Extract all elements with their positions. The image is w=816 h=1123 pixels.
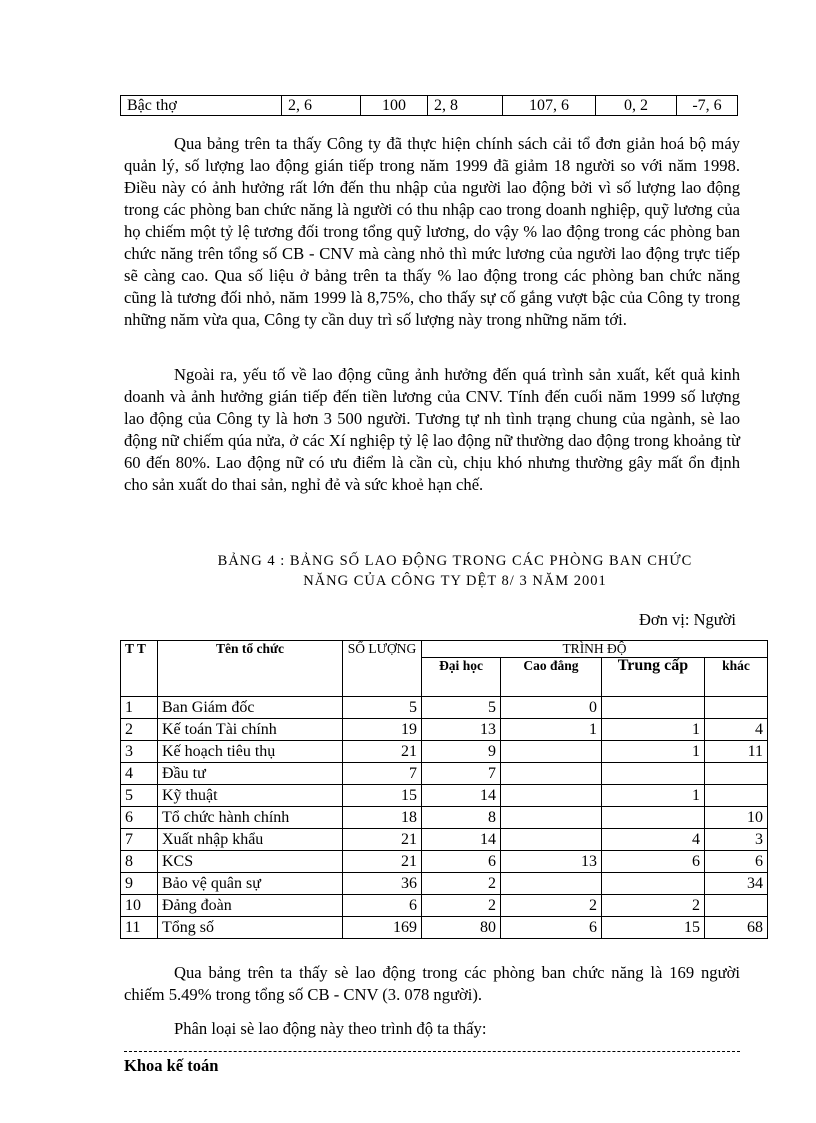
- table-row: [121, 697, 768, 719]
- cell-col: 0: [501, 697, 602, 719]
- cell-qty: 5: [343, 697, 422, 719]
- cell-oth: 6: [705, 851, 768, 873]
- cell-name: KCS: [158, 851, 343, 873]
- unit-label: Đơn vị: Người: [639, 610, 736, 629]
- cell-tt: 6: [121, 807, 158, 829]
- cell-oth: 10: [705, 807, 768, 829]
- table-row: [121, 763, 768, 785]
- cell-qty: 7: [343, 763, 422, 785]
- table-header-row: [121, 641, 768, 658]
- cell-name: Xuất nhập khẩu: [158, 829, 343, 851]
- cell-qty: 15: [343, 785, 422, 807]
- cell-uni: 2: [422, 873, 501, 895]
- cell-uni: 8: [422, 807, 501, 829]
- table-body: [121, 697, 768, 939]
- cell-col: [501, 807, 602, 829]
- table-row: [121, 851, 768, 873]
- cell-uni: 7: [422, 763, 501, 785]
- cell-col: [501, 829, 602, 851]
- table-row: [121, 895, 768, 917]
- footer-label: Khoa kế toán: [124, 1056, 219, 1075]
- cell-qty: 6: [343, 895, 422, 917]
- cell-mid: 2: [602, 895, 705, 917]
- cell-name: Kỹ thuật: [158, 785, 343, 807]
- header-other: khác: [705, 658, 768, 697]
- cell-mid: [602, 763, 705, 785]
- cell-mid: [602, 873, 705, 895]
- table-title: [140, 551, 770, 591]
- cell-mid: 1: [602, 785, 705, 807]
- cell-mid: 6: [602, 851, 705, 873]
- cell-qty: 36: [343, 873, 422, 895]
- cell-name: Đầu tư: [158, 763, 343, 785]
- paragraph-2: [124, 364, 740, 496]
- cell-tt: 8: [121, 851, 158, 873]
- footer-divider: [124, 1051, 740, 1052]
- cell-col: [501, 763, 602, 785]
- cell-oth: [705, 895, 768, 917]
- paragraph-4: [124, 1018, 740, 1040]
- table-row: [121, 785, 768, 807]
- cell-uni: 80: [422, 917, 501, 939]
- header-level: TRÌNH ĐỘ: [422, 641, 768, 658]
- table-row: [121, 917, 768, 939]
- cell-name: Tổng số: [158, 917, 343, 939]
- cell-name: Kế toán Tài chính: [158, 719, 343, 741]
- cell-uni: 13: [422, 719, 501, 741]
- cell-oth: [705, 763, 768, 785]
- cell-tt: 4: [121, 763, 158, 785]
- top-cell: 2, 8: [428, 96, 503, 116]
- cell-tt: 9: [121, 873, 158, 895]
- header-university: Đại học: [422, 658, 501, 697]
- cell-mid: 1: [602, 741, 705, 763]
- cell-oth: 4: [705, 719, 768, 741]
- cell-uni: 9: [422, 741, 501, 763]
- cell-oth: 3: [705, 829, 768, 851]
- cell-qty: 19: [343, 719, 422, 741]
- cell-tt: 11: [121, 917, 158, 939]
- cell-mid: 4: [602, 829, 705, 851]
- cell-tt: 2: [121, 719, 158, 741]
- cell-qty: 21: [343, 829, 422, 851]
- cell-qty: 21: [343, 851, 422, 873]
- table-row: [121, 807, 768, 829]
- table-title-line-1: BẢNG 4 : BẢNG SỐ LAO ĐỘNG TRONG CÁC PHÒNG BAN CHỨC: [217, 553, 693, 569]
- cell-mid: 1: [602, 719, 705, 741]
- top-cell: 107, 6: [503, 96, 596, 116]
- cell-col: [501, 785, 602, 807]
- cell-col: [501, 873, 602, 895]
- paragraph-4-text: Phân loại sè lao động này theo trình độ ta thấy:: [174, 1019, 487, 1038]
- cell-oth: [705, 785, 768, 807]
- cell-name: Tổ chức hành chính: [158, 807, 343, 829]
- header-college: Cao đẳng: [501, 658, 602, 697]
- cell-oth: 68: [705, 917, 768, 939]
- table-row: [121, 829, 768, 851]
- cell-mid: [602, 697, 705, 719]
- cell-name: Bảo vệ quân sự: [158, 873, 343, 895]
- top-cell: 0, 2: [596, 96, 677, 116]
- staff-table: [120, 640, 768, 939]
- cell-qty: 18: [343, 807, 422, 829]
- table-row: [121, 741, 768, 763]
- header-qty: SỐ LƯỢNG: [343, 641, 422, 697]
- paragraph-3: [124, 962, 740, 1006]
- cell-col: 2: [501, 895, 602, 917]
- top-table: [120, 95, 738, 116]
- cell-uni: 5: [422, 697, 501, 719]
- paragraph-2-text: Ngoài ra, yếu tố về lao động cũng ảnh hưởng đến quá trình sản xuất, kết quả kinh doanh và ảnh hưởng gián tiếp đến tiền lương của CNV. Tính đến cuối năm 1999 số lượng lao động của Công ty là hơn 3 500 người. Tương tự nh tình trạng chung của ngành, sè lao động nữ chiếm qúa nửa, ở các Xí nghiệp tỷ lệ lao động nữ thường dao động trong khoảng từ 60 đến 80%. Lao động nữ có ưu điểm là cần cù, chịu khó nhưng thường gây mất ổn định cho sản xuất do thai sản, nghỉ đẻ và sức khoẻ hạn chế.: [124, 365, 740, 494]
- header-name: Tên tổ chức: [158, 641, 343, 697]
- cell-mid: [602, 807, 705, 829]
- table-title-line-2: NĂNG CỦA CÔNG TY DỆT 8/ 3 NĂM 2001: [303, 573, 607, 589]
- cell-tt: 5: [121, 785, 158, 807]
- top-cell: Bậc thợ: [121, 96, 282, 116]
- table-row: [121, 719, 768, 741]
- cell-tt: 3: [121, 741, 158, 763]
- cell-tt: 7: [121, 829, 158, 851]
- paragraph-1-text: Qua bảng trên ta thấy Công ty đã thực hiện chính sách cải tổ đơn giản hoá bộ máy quản lý, số lượng lao động gián tiếp trong năm 1999 đã giảm 18 người so với năm 1998. Điều này có ảnh hưởng rất lớn đến thu nhập của người lao động bởi vì số lượng lao động trong các phòng ban chức năng là người có thu nhập cao trong doanh nghiệp, quỹ lương của họ chiếm một tỷ lệ tương đối trong tổng quỹ lương, do vậy % lao động trong các phòng ban chức năng trên tổng số CB - CNV mà càng nhỏ thì mức lương của người lao động trực tiếp sẽ càng cao. Qua số liệu ở bảng trên ta thấy % lao động trong các phòng ban chức năng cũng là tương đối nhỏ, năm 1999 là 8,75%, cho thấy sự cố gắng vượt bậc của Công ty trong những năm vừa qua, Công ty cần duy trì số lượng này trong những năm tới.: [124, 134, 740, 329]
- cell-oth: 11: [705, 741, 768, 763]
- cell-col: [501, 741, 602, 763]
- cell-uni: 6: [422, 851, 501, 873]
- cell-col: 13: [501, 851, 602, 873]
- cell-mid: 15: [602, 917, 705, 939]
- cell-name: Kế hoạch tiêu thụ: [158, 741, 343, 763]
- top-cell: 2, 6: [282, 96, 361, 116]
- cell-name: Ban Giám đốc: [158, 697, 343, 719]
- cell-oth: [705, 697, 768, 719]
- paragraph-1: [124, 133, 740, 331]
- cell-oth: 34: [705, 873, 768, 895]
- cell-col: 1: [501, 719, 602, 741]
- cell-name: Đảng đoàn: [158, 895, 343, 917]
- cell-tt: 10: [121, 895, 158, 917]
- table-row: [121, 96, 738, 116]
- cell-col: 6: [501, 917, 602, 939]
- paragraph-3-text: Qua bảng trên ta thấy sè lao động trong các phòng ban chức năng là 169 người chiếm 5.49% trong tổng số CB - CNV (3. 078 người).: [124, 963, 740, 1004]
- header-tt: T T: [121, 641, 158, 697]
- cell-qty: 169: [343, 917, 422, 939]
- cell-qty: 21: [343, 741, 422, 763]
- cell-tt: 1: [121, 697, 158, 719]
- cell-uni: 14: [422, 829, 501, 851]
- header-intermediate: Trung cấp: [602, 658, 705, 697]
- cell-uni: 14: [422, 785, 501, 807]
- table-row: [121, 873, 768, 895]
- top-cell: -7, 6: [677, 96, 738, 116]
- cell-uni: 2: [422, 895, 501, 917]
- top-cell: 100: [361, 96, 428, 116]
